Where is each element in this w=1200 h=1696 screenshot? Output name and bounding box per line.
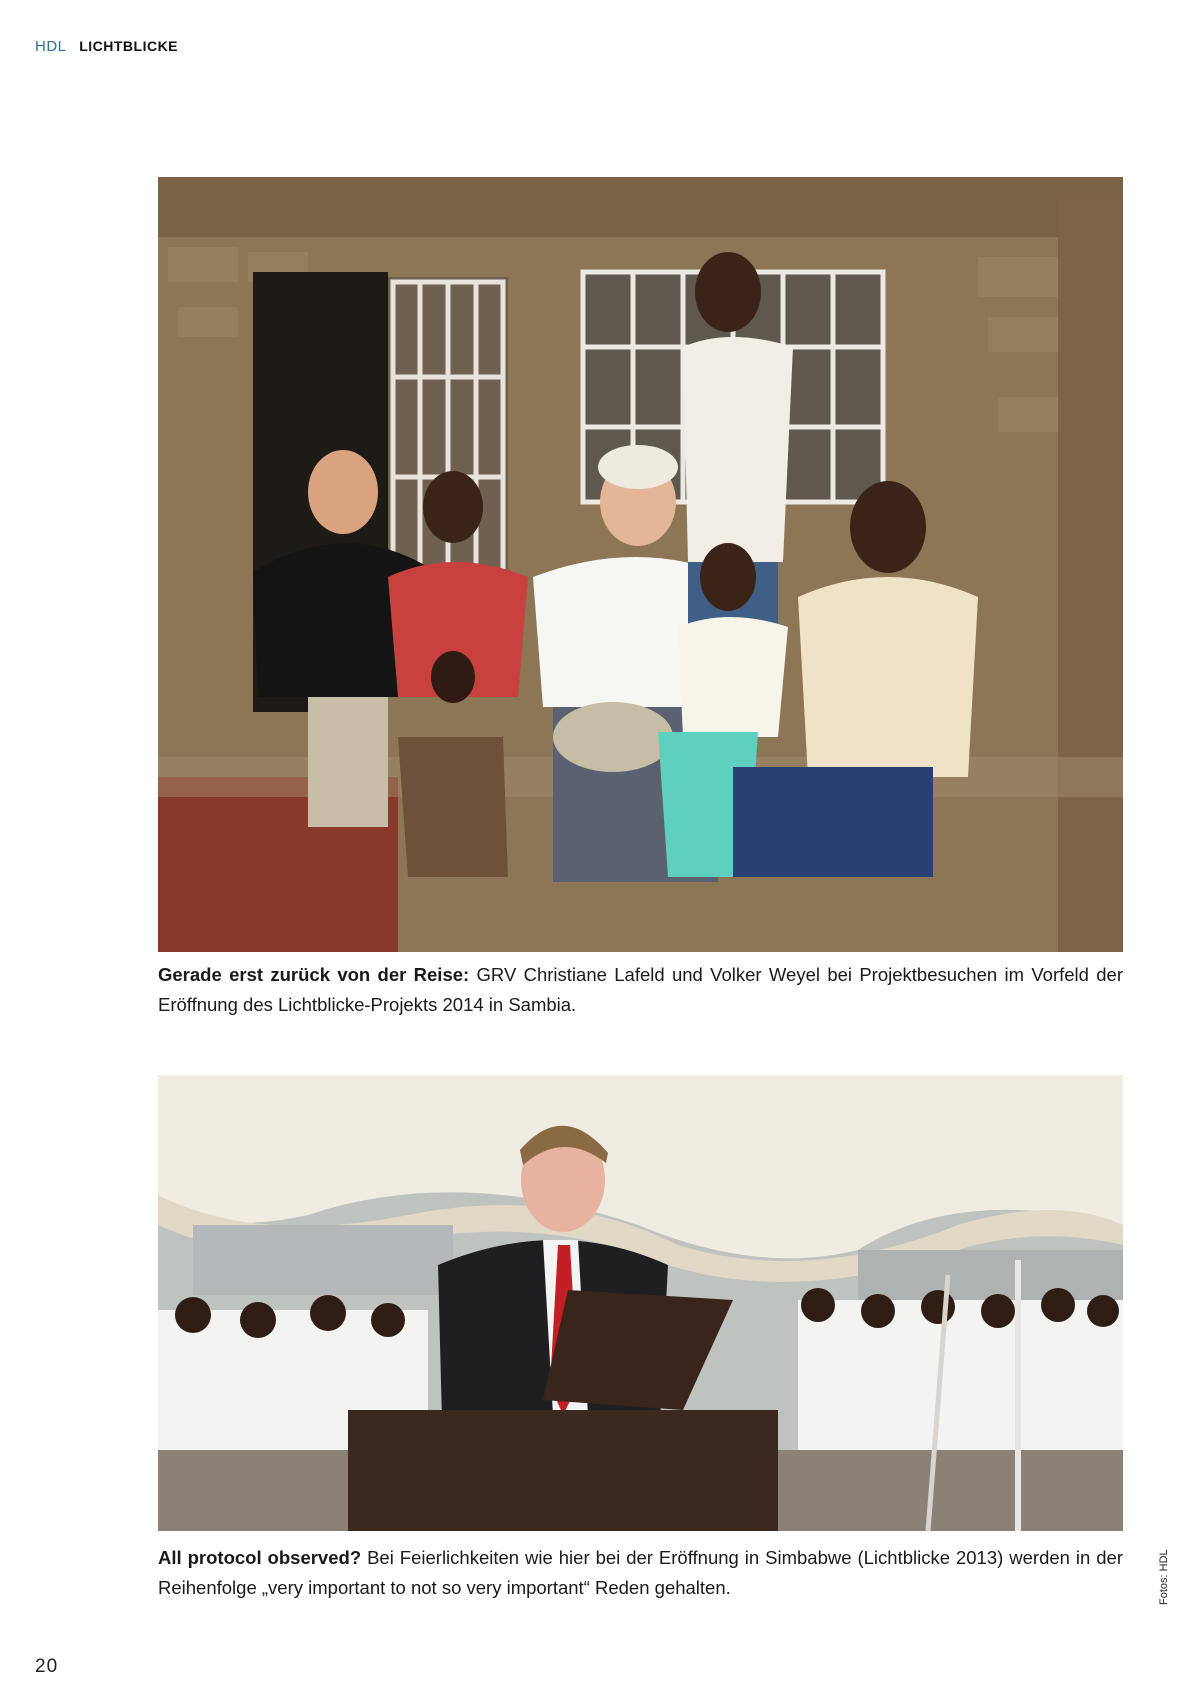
ceremony-photo — [158, 1075, 1123, 1531]
photo-credit: Fotos: HDL — [1158, 1549, 1170, 1605]
caption-lead: All protocol observed? — [158, 1547, 362, 1568]
group-photo — [158, 177, 1123, 952]
header-brand: HDL — [35, 38, 67, 55]
caption-text: GRV Christiane Lafeld und Volker Weyel bei Projektbesuchen im Vorfeld der Eröffnung des Lichtblicke-Projekts 2014 in Sambia. — [158, 964, 1124, 1015]
photo-caption — [158, 960, 1123, 1020]
photo-caption — [158, 1543, 1123, 1603]
caption-lead: Gerade erst zurück von der Reise: — [158, 964, 470, 985]
header-section: LICHTBLICKE — [79, 38, 179, 54]
running-header — [35, 38, 178, 55]
page-number: 20 — [35, 1656, 59, 1677]
caption-text: Bei Feierlichkeiten wie hier bei der Eröffnung in Simbabwe (Lichtblicke 2013) werden in der Reihenfolge „very important to not so very important“ Reden gehalten. — [158, 1547, 1123, 1598]
